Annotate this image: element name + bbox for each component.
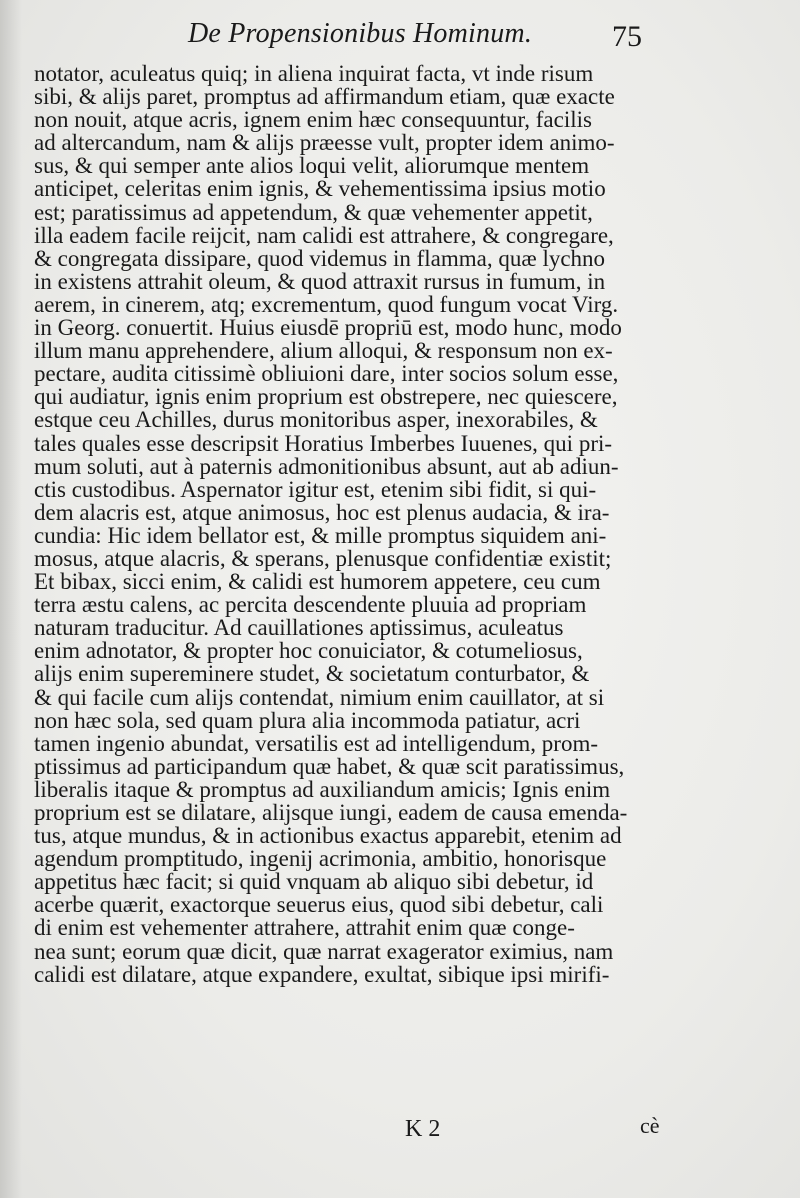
text-line: ptissimus ad participandum quæ habet, & quæ scit paratissimus, [34,753,625,779]
text-line: tus, atque mundus, & in actionibus exactus apparebit, etenim ad [34,823,622,849]
text-line: cundia: Hic idem bellator est, & mille promptus siquidem ani- [34,522,607,548]
text-line: Et bibax, sicci enim, & calidi est humorem appetere, ceu cum [34,569,601,595]
text-line: qui audiatur, ignis enim proprium est obstrepere, nec quiescere, [34,384,618,410]
text-line: mum soluti, aut à paternis admonitionibus absunt, aut ab adiun- [34,453,619,479]
text-line: tamen ingenio abundat, versatilis est ad intelligendum, prom- [34,730,599,756]
text-line: appetitus hæc facit; si quid vnquam ab aliquo sibi debetur, id [34,869,594,895]
text-line: aerem, in cinerem, atq; excrementum, quod fungum vocat Virg. [34,291,619,317]
text-line: alijs enim supereminere studet, & societatum conturbator, & [34,661,590,687]
text-line: naturam traducitur. Ad cauillationes aptissimus, aculeatus [34,615,564,641]
text-line: agendum promptitudo, ingenij acrimonia, ambitio, honorisque [34,846,607,872]
text-line: estque ceu Achilles, durus monitoribus asper, inexorabiles, & [34,407,598,433]
text-line: pectare, audita citissimè obliuioni dare, inter socios solum esse, [34,361,619,387]
text-line: sus, & qui semper ante alios loqui velit, aliorumque mentem [34,153,590,179]
text-line: acerbe quærit, exactorque seuerus eius, quod sibi debetur, cali [34,892,604,918]
text-line: enim adnotator, & propter hoc conuiciator, & cotumeliosus, [34,638,583,664]
text-line: in existens attrahit oleum, & quod attraxit rursus in fumum, in [34,268,606,294]
text-line: illum manu apprehendere, alium alloqui, & responsum non ex- [34,338,613,364]
text-line: proprium est se dilatare, alijsque iungi, eadem de causa emenda- [34,800,628,825]
running-head: De Propensionibus Hominum. [188,18,533,49]
signature-mark: K 2 [405,1116,441,1142]
text-line: in Georg. conuertit. Huius eiusdē propriū est, modo hunc, modo [34,315,622,341]
text-line: dem alacris est, atque animosus, hoc est plenus audacia, & ira- [34,499,610,525]
text-line: calidi est dilatare, atque expandere, exultat, sibique ipsi mirifi- [34,961,610,987]
text-line: nea sunt; eorum quæ dicit, quæ narrat exagerator eximius, nam [34,938,614,964]
text-line: tales quales esse descripsit Horatius Imberbes Iuuenes, qui pri- [34,430,613,456]
text-line: di enim est vehementer attrahere, attrahit enim quæ conge- [34,915,575,941]
text-line: ctis custodibus. Aspernator igitur est, etenim sibi fidit, si qui- [34,476,597,502]
text-line: & qui facile cum alijs contendat, nimium enim cauillator, at si [34,684,605,710]
page-gutter-shadow [0,0,22,1198]
body-text [34,62,714,986]
text-line: est; paratissimus ad appetendum, & quæ vehementer appetit, [34,199,593,225]
page-number: 75 [612,20,642,53]
text-line: terra æstu calens, ac percita descendente pluuia ad propriam [34,592,587,618]
text-line: mosus, atque alacris, & sperans, plenusque confidentiæ existit; [34,545,612,571]
catchword: cè [640,1113,660,1138]
text-line: notator, aculeatus quiq; in aliena inquirat facta, vt inde risum [34,61,594,86]
text-line: & congregata dissipare, quod videmus in flamma, quæ lychno [34,245,606,271]
text-line: non nouit, atque acris, ignem enim hæc consequuntur, facilis [34,107,592,133]
text-line: anticipet, celeritas enim ignis, & vehementissima ipsius motio [34,176,606,202]
text-line: illa eadem facile reijcit, nam calidi est attrahere, & congregare, [34,222,614,248]
text-line: non hæc sola, sed quam plura alia incommoda patiatur, acri [34,707,581,733]
text-line: liberalis itaque & promptus ad auxiliandum amicis; Ignis enim [34,776,611,802]
text-line: ad altercandum, nam & alijs præesse vult, propter idem animo- [34,130,615,156]
text-line: sibi, & alijs paret, promptus ad affirmandum etiam, quæ exacte [34,84,615,110]
